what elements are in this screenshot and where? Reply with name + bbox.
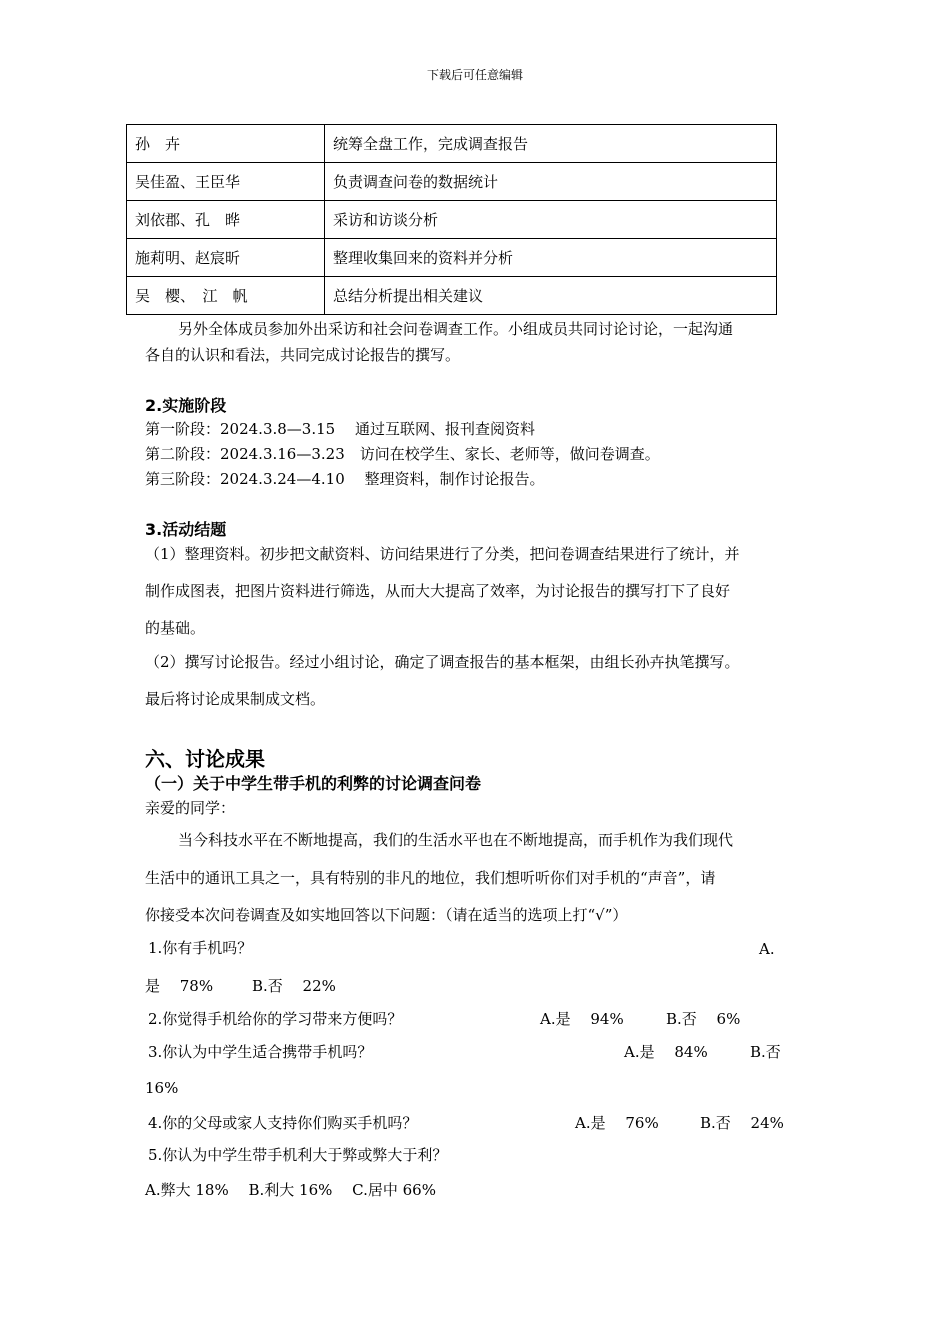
section-3-line-2: 制作成图表，把图片资料进行筛选，从而大大提高了效率，为讨论报告的撰写打下了良好 (145, 582, 731, 600)
member-duty-cell: 采访和访谈分析 (325, 201, 777, 239)
members-paragraph-line-2: 各自的认识和看法，共同完成讨论报告的撰写。 (145, 346, 461, 364)
question-2: 2.你觉得手机给你的学习带来方便吗？ (148, 1010, 403, 1028)
question-3-option-a: A.是 84% (624, 1043, 708, 1061)
member-duty-cell: 总结分析提出相关建议 (325, 277, 777, 315)
question-4-option-a: A.是 76% (575, 1114, 659, 1132)
stage-1: 第一阶段：2024.3.8—3.15 通过互联网、报刊查阅资料 (145, 420, 535, 438)
section-3-line-3: 的基础。 (145, 619, 206, 637)
roles-table (126, 124, 777, 315)
question-5-options: A.弊大 18% B.利大 16% C.居中 66% (145, 1181, 436, 1199)
section-3-line-5: 最后将讨论成果制成文档。 (145, 690, 326, 708)
question-1-option-a: 是 78% (145, 977, 214, 995)
member-duty-cell: 整理收集回来的资料并分析 (325, 239, 777, 277)
section-3-heading: 3.活动结题 (145, 520, 227, 539)
member-name-cell: 吴佳盈、王臣华 (127, 163, 325, 201)
member-name-cell: 孙 卉 (127, 125, 325, 163)
question-1-option-b: B.否 22% (252, 977, 336, 995)
member-name-cell: 吴 樱、 江 帆 (127, 277, 325, 315)
question-3: 3.你认为中学生适合携带手机吗？ (148, 1043, 373, 1061)
intro-line-2: 生活中的通讯工具之一，具有特别的非凡的地位，我们想听听你们对手机的“声音”，请 (145, 869, 716, 887)
question-5: 5.你认为中学生带手机利大于弊或弊大于利？ (148, 1146, 448, 1164)
member-name-cell: 刘依郡、孔 晔 (127, 201, 325, 239)
roles-table-row (127, 277, 777, 315)
intro-line-1: 当今科技水平在不断地提高，我们的生活水平也在不断地提高，而手机作为我们现代 (178, 831, 734, 849)
question-1: 1.你有手机吗？ (148, 939, 253, 957)
stage-2: 第二阶段：2024.3.16—3.23 访问在校学生、家长、老师等，做问卷调查。 (145, 445, 660, 463)
greeting: 亲爱的同学： (145, 799, 236, 817)
section-3-line-1: （1）整理资料。初步把文献资料、访问结果进行了分类，把问卷调查结果进行了统计，并 (145, 545, 740, 563)
question-3-option-b: B.否 (750, 1043, 781, 1061)
roles-table-row (127, 163, 777, 201)
member-duty-cell: 负责调查问卷的数据统计 (325, 163, 777, 201)
member-duty-cell: 统筹全盘工作，完成调查报告 (325, 125, 777, 163)
question-1-option-a-label: A. (759, 940, 775, 958)
question-4-option-b: B.否 24% (700, 1114, 784, 1132)
question-2-option-b: B.否 6% (666, 1010, 741, 1028)
stage-3: 第三阶段：2024.3.24—4.10 整理资料，制作讨论报告。 (145, 470, 545, 488)
page-header: 下载后可任意编辑 (426, 68, 523, 82)
section-2-heading: 2.实施阶段 (145, 396, 227, 415)
intro-line-3: 你接受本次问卷调查及如实地回答以下问题：（请在适当的选项上打“√”） (145, 906, 628, 924)
questionnaire-title: （一）关于中学生带手机的利弊的讨论调查问卷 (145, 774, 482, 793)
section-6-heading: 六、讨论成果 (145, 747, 265, 771)
question-2-option-a: A.是 94% (540, 1010, 624, 1028)
section-3-line-4: （2）撰写讨论报告。经过小组讨论，确定了调查报告的基本框架，由组长孙卉执笔撰写。 (145, 653, 740, 671)
roles-table-row (127, 239, 777, 277)
members-paragraph-line-1: 另外全体成员参加外出采访和社会问卷调查工作。小组成员共同讨论讨论，一起沟通 (178, 320, 734, 338)
roles-table-row (127, 201, 777, 239)
member-name-cell: 施莉明、赵宸昕 (127, 239, 325, 277)
question-4: 4.你的父母或家人支持你们购买手机吗？ (148, 1114, 418, 1132)
roles-table-row (127, 125, 777, 163)
question-3-option-b-value: 16% (145, 1079, 179, 1097)
